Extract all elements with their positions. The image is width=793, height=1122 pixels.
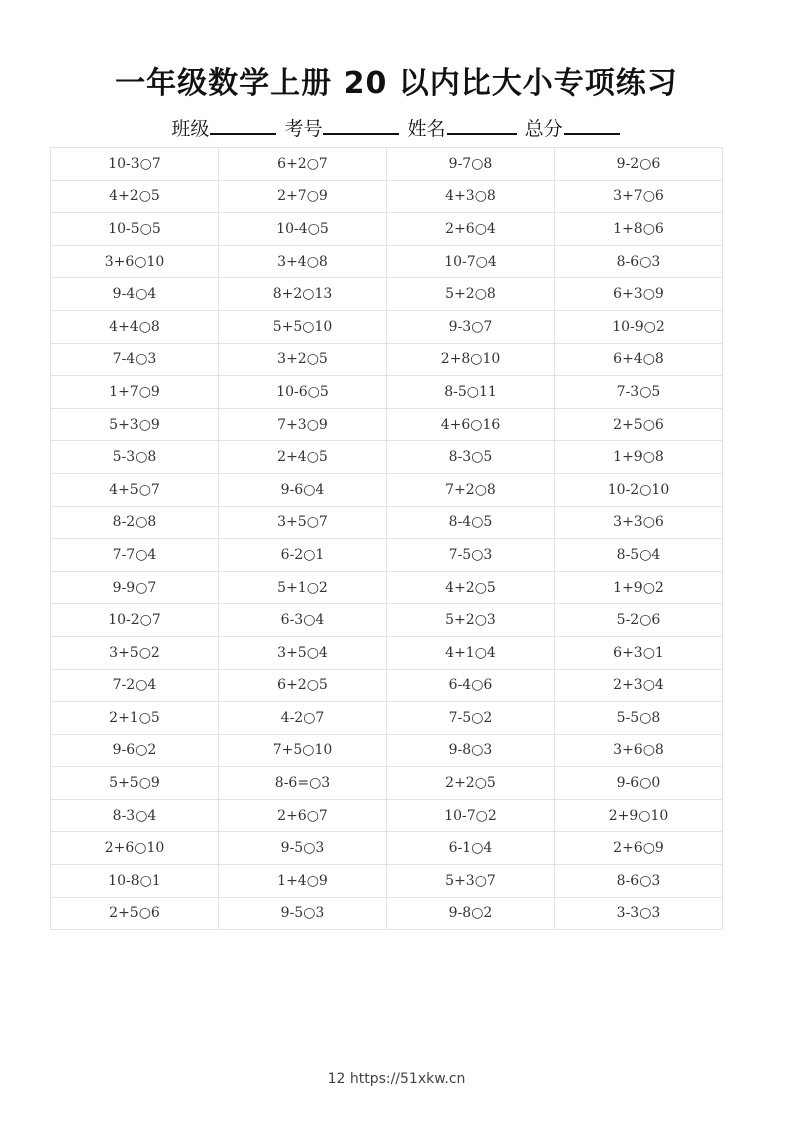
exercise-cell[interactable]: 5+3○9 bbox=[51, 408, 219, 441]
table-row bbox=[51, 832, 723, 865]
exercise-cell[interactable]: 3-3○3 bbox=[555, 897, 723, 930]
exercise-cell[interactable]: 10-2○10 bbox=[555, 473, 723, 506]
exercise-cell[interactable]: 8-6○3 bbox=[555, 865, 723, 898]
table-row bbox=[51, 636, 723, 669]
exercise-cell[interactable]: 2+3○4 bbox=[555, 669, 723, 702]
exercise-cell[interactable]: 6-2○1 bbox=[219, 539, 387, 572]
table-row bbox=[51, 865, 723, 898]
exercise-cell[interactable]: 6+4○8 bbox=[555, 343, 723, 376]
exercise-cell[interactable]: 5+3○7 bbox=[387, 865, 555, 898]
exercise-cell[interactable]: 9-6○4 bbox=[219, 473, 387, 506]
exercise-cell[interactable]: 9-5○3 bbox=[219, 897, 387, 930]
exercise-cell[interactable]: 10-5○5 bbox=[51, 213, 219, 246]
exercise-cell[interactable]: 4+4○8 bbox=[51, 310, 219, 343]
exercise-cell[interactable]: 5-5○8 bbox=[555, 702, 723, 735]
exercise-cell[interactable]: 2+7○9 bbox=[219, 180, 387, 213]
table-row bbox=[51, 604, 723, 637]
score-blank[interactable] bbox=[564, 114, 620, 135]
exercise-cell[interactable]: 10-4○5 bbox=[219, 213, 387, 246]
table-row bbox=[51, 571, 723, 604]
exercise-cell[interactable]: 6+3○1 bbox=[555, 636, 723, 669]
class-blank[interactable] bbox=[210, 114, 276, 135]
exercise-cell[interactable]: 3+6○8 bbox=[555, 734, 723, 767]
exercise-cell[interactable]: 8-6○3 bbox=[555, 245, 723, 278]
exercise-cell[interactable]: 5+5○10 bbox=[219, 310, 387, 343]
table-row bbox=[51, 245, 723, 278]
table-row bbox=[51, 441, 723, 474]
exercise-cell[interactable]: 6-3○4 bbox=[219, 604, 387, 637]
page-footer: 12 https://51xkw.cn bbox=[327, 1071, 466, 1087]
exercise-cell[interactable]: 9-6○0 bbox=[555, 767, 723, 800]
exercise-cell[interactable]: 2+9○10 bbox=[555, 799, 723, 832]
exercise-cell[interactable]: 1+9○2 bbox=[555, 571, 723, 604]
exercise-cell[interactable]: 2+2○5 bbox=[387, 767, 555, 800]
exercise-table bbox=[50, 147, 723, 930]
exercise-cell[interactable]: 9-3○7 bbox=[387, 310, 555, 343]
exercise-cell[interactable]: 5+2○3 bbox=[387, 604, 555, 637]
table-row bbox=[51, 506, 723, 539]
exercise-cell[interactable]: 4+5○7 bbox=[51, 473, 219, 506]
student-info-line bbox=[0, 114, 793, 141]
exercise-cell[interactable]: 9-8○3 bbox=[387, 734, 555, 767]
exercise-cell[interactable]: 10-7○2 bbox=[387, 799, 555, 832]
class-label: 班级 bbox=[171, 118, 210, 140]
exercise-cell[interactable]: 3+4○8 bbox=[219, 245, 387, 278]
exercise-cell[interactable]: 5-2○6 bbox=[555, 604, 723, 637]
exercise-cell[interactable]: 6+2○5 bbox=[219, 669, 387, 702]
exercise-cell[interactable]: 6-1○4 bbox=[387, 832, 555, 865]
exercise-cell[interactable]: 8-3○5 bbox=[387, 441, 555, 474]
exercise-cell[interactable]: 4+3○8 bbox=[387, 180, 555, 213]
exercise-cell[interactable]: 2+6○7 bbox=[219, 799, 387, 832]
exercise-cell[interactable]: 3+5○2 bbox=[51, 636, 219, 669]
table-row bbox=[51, 473, 723, 506]
exercise-cell[interactable]: 1+9○8 bbox=[555, 441, 723, 474]
exercise-cell[interactable]: 10-9○2 bbox=[555, 310, 723, 343]
exercise-cell[interactable]: 2+4○5 bbox=[219, 441, 387, 474]
exercise-cell[interactable]: 9-9○7 bbox=[51, 571, 219, 604]
exercise-cell[interactable]: 2+6○4 bbox=[387, 213, 555, 246]
exercise-cell[interactable]: 8-2○8 bbox=[51, 506, 219, 539]
exercise-table-body bbox=[51, 148, 723, 930]
exercise-cell[interactable]: 2+1○5 bbox=[51, 702, 219, 735]
exercise-cell[interactable]: 6-4○6 bbox=[387, 669, 555, 702]
exercise-cell[interactable]: 3+7○6 bbox=[555, 180, 723, 213]
exercise-cell[interactable]: 9-4○4 bbox=[51, 278, 219, 311]
exercise-cell[interactable]: 7-3○5 bbox=[555, 376, 723, 409]
exercise-cell[interactable]: 4-2○7 bbox=[219, 702, 387, 735]
exercise-cell[interactable]: 10-3○7 bbox=[51, 148, 219, 181]
exercise-cell[interactable]: 4+2○5 bbox=[51, 180, 219, 213]
exercise-cell[interactable]: 1+7○9 bbox=[51, 376, 219, 409]
exercise-cell[interactable]: 7+5○10 bbox=[219, 734, 387, 767]
table-row bbox=[51, 343, 723, 376]
exercise-cell[interactable]: 8-6=○3 bbox=[219, 767, 387, 800]
table-row bbox=[51, 408, 723, 441]
exercise-cell[interactable]: 10-2○7 bbox=[51, 604, 219, 637]
exercise-cell[interactable]: 8-3○4 bbox=[51, 799, 219, 832]
exercise-cell[interactable]: 4+1○4 bbox=[387, 636, 555, 669]
table-row bbox=[51, 669, 723, 702]
exercise-cell[interactable]: 5+2○8 bbox=[387, 278, 555, 311]
exercise-cell[interactable]: 8-4○5 bbox=[387, 506, 555, 539]
table-row bbox=[51, 376, 723, 409]
table-row bbox=[51, 180, 723, 213]
table-row bbox=[51, 278, 723, 311]
exercise-cell[interactable]: 4+6○16 bbox=[387, 408, 555, 441]
exercise-cell[interactable]: 7-2○4 bbox=[51, 669, 219, 702]
name-blank[interactable] bbox=[447, 114, 517, 135]
exercise-cell[interactable]: 9-7○8 bbox=[387, 148, 555, 181]
table-row bbox=[51, 799, 723, 832]
table-row bbox=[51, 897, 723, 930]
table-row bbox=[51, 310, 723, 343]
exercise-cell[interactable]: 2+6○9 bbox=[555, 832, 723, 865]
exercise-cell[interactable]: 8-5○11 bbox=[387, 376, 555, 409]
exercise-cell[interactable]: 3+3○6 bbox=[555, 506, 723, 539]
exercise-cell[interactable]: 6+2○7 bbox=[219, 148, 387, 181]
exercise-cell[interactable]: 8-5○4 bbox=[555, 539, 723, 572]
exercise-cell[interactable]: 3+2○5 bbox=[219, 343, 387, 376]
table-row bbox=[51, 213, 723, 246]
exercise-cell[interactable]: 3+5○7 bbox=[219, 506, 387, 539]
exercise-cell[interactable]: 4+2○5 bbox=[387, 571, 555, 604]
number-blank[interactable] bbox=[323, 114, 399, 135]
exercise-cell[interactable]: 10-8○1 bbox=[51, 865, 219, 898]
name-label: 姓名 bbox=[407, 118, 446, 140]
exercise-cell[interactable]: 3+5○4 bbox=[219, 636, 387, 669]
exercise-cell[interactable]: 1+4○9 bbox=[219, 865, 387, 898]
exercise-cell[interactable]: 8+2○13 bbox=[219, 278, 387, 311]
exercise-cell[interactable]: 1+8○6 bbox=[555, 213, 723, 246]
score-label: 总分 bbox=[524, 118, 563, 140]
exercise-cell[interactable]: 2+6○10 bbox=[51, 832, 219, 865]
exercise-cell[interactable]: 2+5○6 bbox=[555, 408, 723, 441]
exercise-cell[interactable]: 2+8○10 bbox=[387, 343, 555, 376]
exercise-cell[interactable]: 9-8○2 bbox=[387, 897, 555, 930]
exercise-cell[interactable]: 10-7○4 bbox=[387, 245, 555, 278]
exercise-cell[interactable]: 9-5○3 bbox=[219, 832, 387, 865]
exercise-cell[interactable]: 7-5○2 bbox=[387, 702, 555, 735]
exercise-cell[interactable]: 7-7○4 bbox=[51, 539, 219, 572]
exercise-cell[interactable]: 9-6○2 bbox=[51, 734, 219, 767]
exercise-cell[interactable]: 5+5○9 bbox=[51, 767, 219, 800]
exercise-cell[interactable]: 9-2○6 bbox=[555, 148, 723, 181]
exercise-cell[interactable]: 7+2○8 bbox=[387, 473, 555, 506]
exercise-cell[interactable]: 6+3○9 bbox=[555, 278, 723, 311]
exercise-cell[interactable]: 7-4○3 bbox=[51, 343, 219, 376]
table-row bbox=[51, 734, 723, 767]
exercise-cell[interactable]: 3+6○10 bbox=[51, 245, 219, 278]
exercise-cell[interactable]: 7+3○9 bbox=[219, 408, 387, 441]
table-row bbox=[51, 539, 723, 572]
table-row bbox=[51, 767, 723, 800]
exercise-cell[interactable]: 2+5○6 bbox=[51, 897, 219, 930]
page-title: 一年级数学上册 20 以内比大小专项练习 bbox=[115, 66, 678, 101]
exercise-cell[interactable]: 5+1○2 bbox=[219, 571, 387, 604]
table-row bbox=[51, 148, 723, 181]
exercise-cell[interactable]: 10-6○5 bbox=[219, 376, 387, 409]
number-label: 考号 bbox=[284, 118, 323, 140]
exercise-cell[interactable]: 7-5○3 bbox=[387, 539, 555, 572]
table-row bbox=[51, 702, 723, 735]
exercise-cell[interactable]: 5-3○8 bbox=[51, 441, 219, 474]
